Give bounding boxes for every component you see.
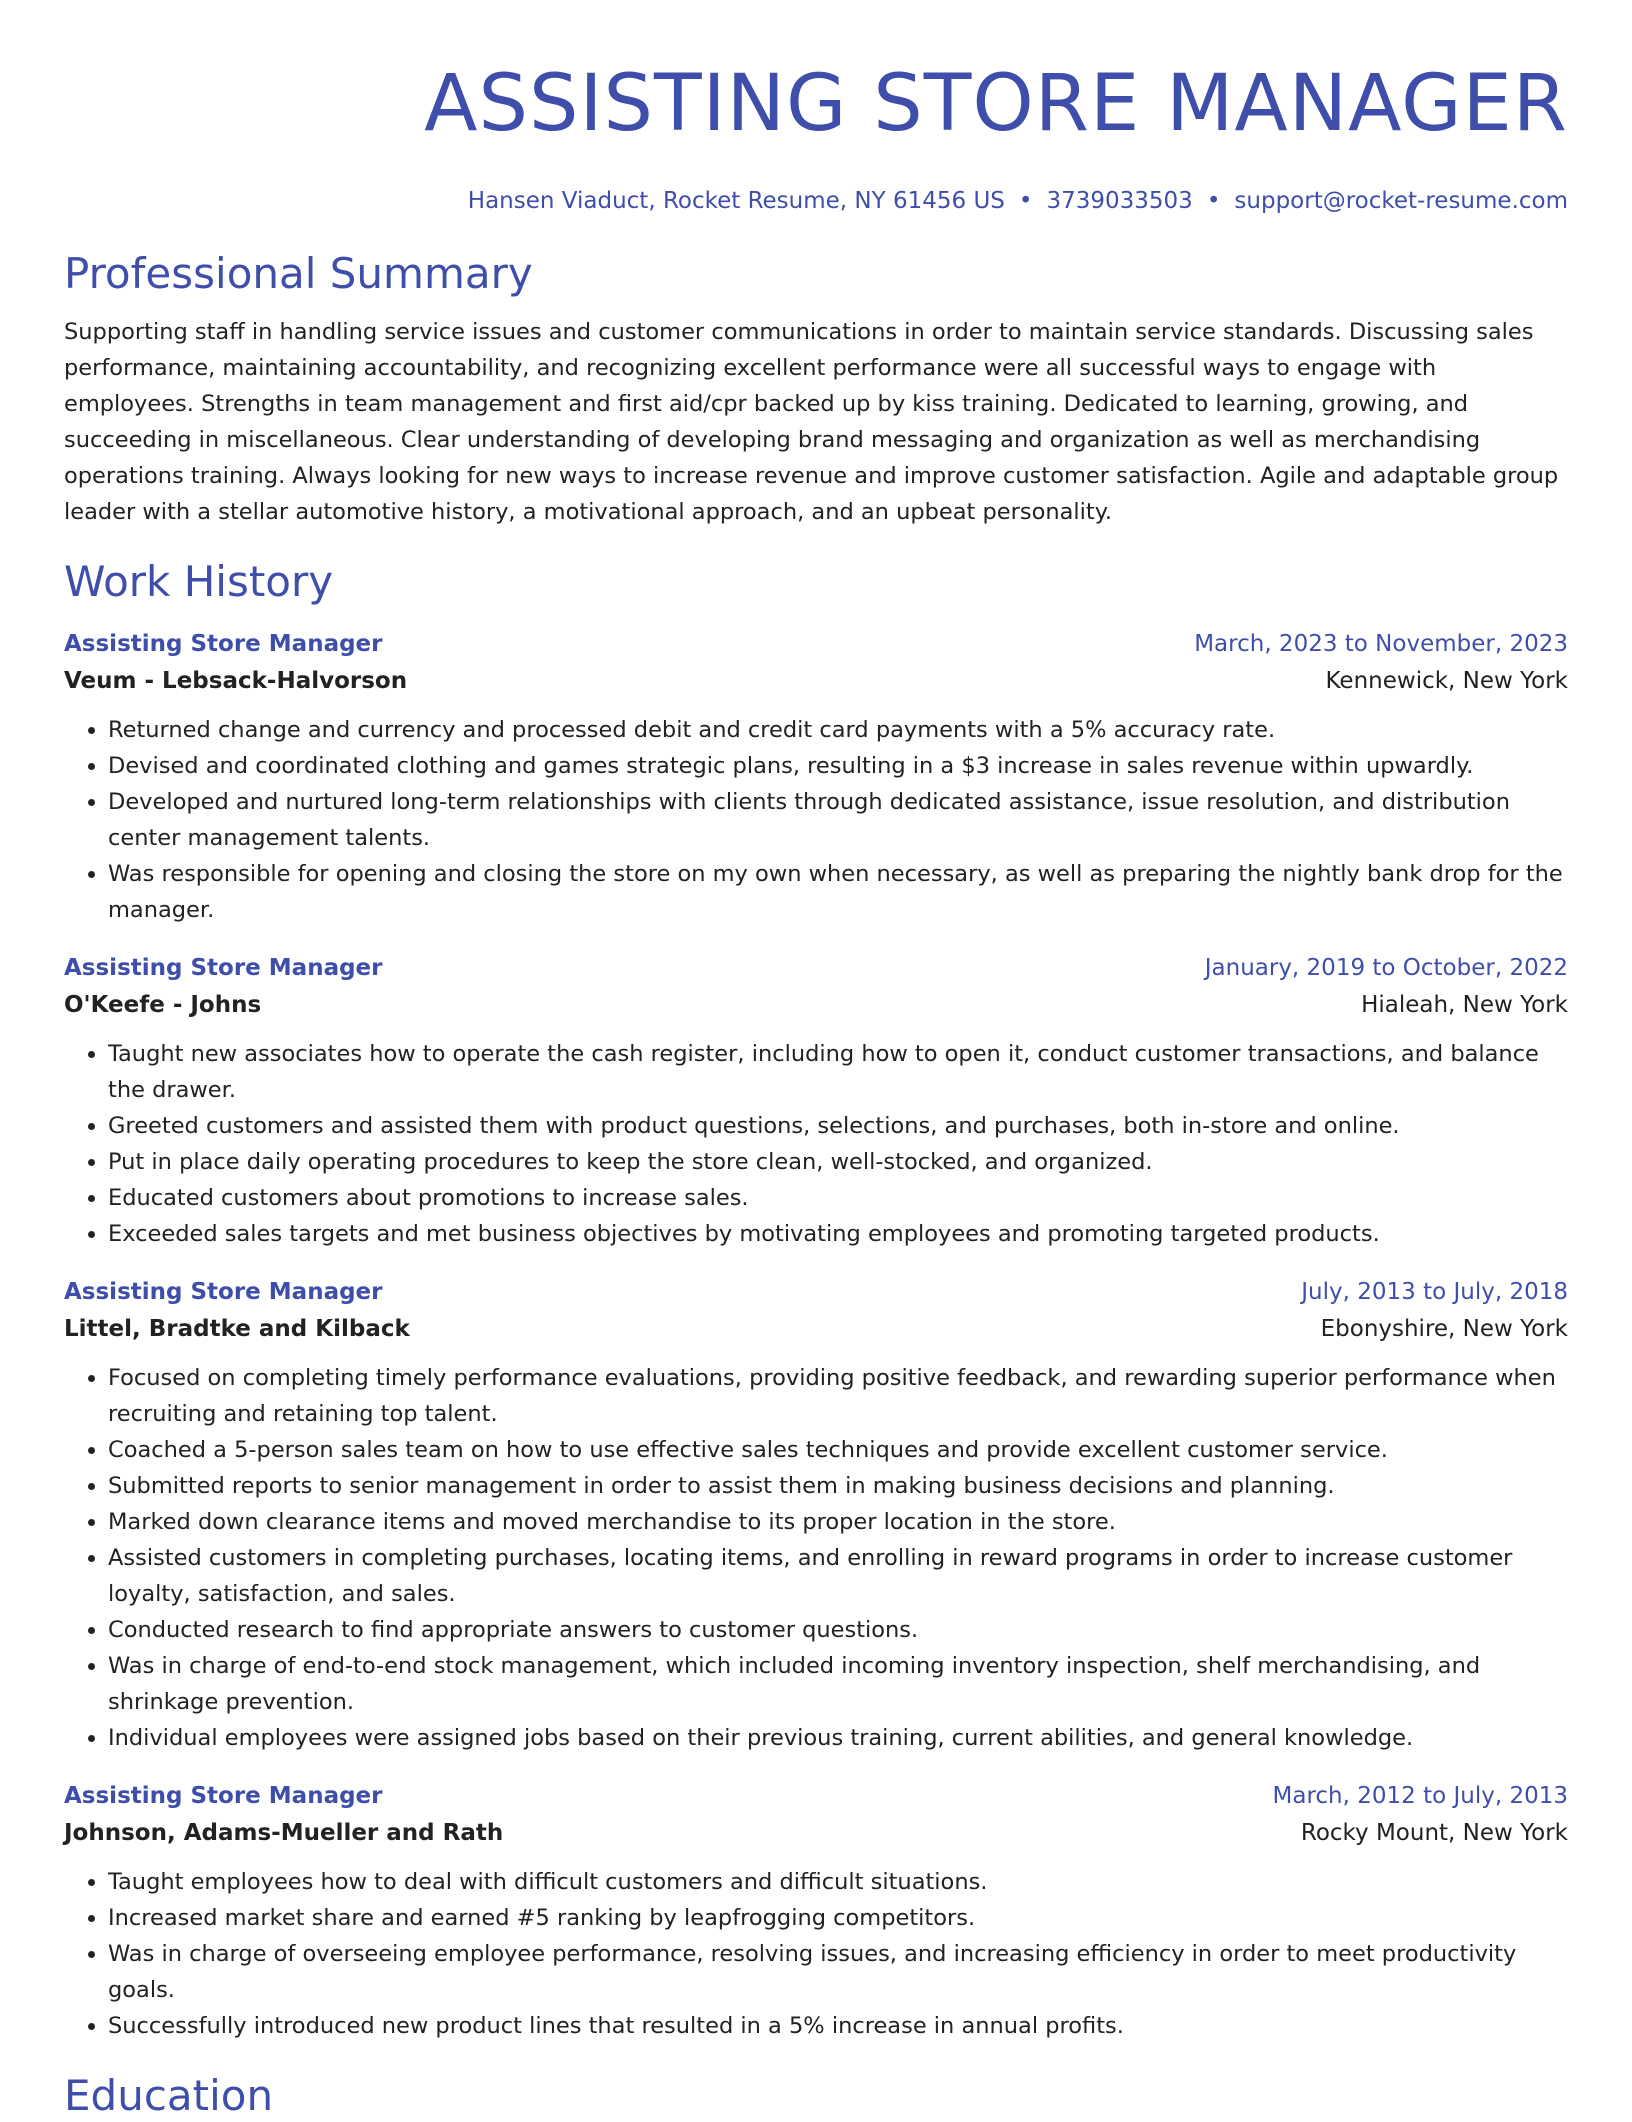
work-history-section xyxy=(64,556,1568,2044)
bullet-item: • Conducted research to find appropriate answers to customer questions. xyxy=(108,1612,1568,1648)
job-dates: March, 2023 to November, 2023 xyxy=(1194,631,1568,657)
job-header xyxy=(64,626,1568,662)
job-location: Hialeah, New York xyxy=(1361,992,1568,1018)
job-company: Veum - Lebsack-Halvorson xyxy=(64,668,408,694)
job-company: Littel, Bradtke and Kilback xyxy=(64,1316,410,1342)
job-company: Johnson, Adams-Mueller and Rath xyxy=(64,1820,504,1846)
bullet-item: • Submitted reports to senior management in order to assist them in making business decisions and planning. xyxy=(108,1468,1568,1504)
bullet-item: • Returned change and currency and processed debit and credit card payments with a 5% accuracy rate. xyxy=(108,712,1568,748)
bullet-item: • Assisted customers in completing purchases, locating items, and enrolling in reward programs in order to increase customer loyalty, satisfaction, and sales. xyxy=(108,1540,1568,1612)
job-subheader xyxy=(64,1310,1568,1348)
job-role: Assisting Store Manager xyxy=(64,1279,383,1305)
job-role: Assisting Store Manager xyxy=(64,631,383,657)
job-subheader xyxy=(64,1814,1568,1852)
bullet-item: • Coached a 5-person sales team on how to use effective sales techniques and provide excellent customer service. xyxy=(108,1432,1568,1468)
bullet-item: • Was in charge of end-to-end stock management, which included incoming inventory inspection, shelf merchandising, and shrinkage prevention. xyxy=(108,1648,1568,1720)
job-bullets xyxy=(64,1360,1568,1756)
bullet-item: • Put in place daily operating procedures to keep the store clean, well-stocked, and organized. xyxy=(108,1144,1568,1180)
education-heading: Education xyxy=(64,2071,274,2120)
job-location: Kennewick, New York xyxy=(1325,668,1568,694)
contact-address: Hansen Viaduct, Rocket Resume, NY 61456 US xyxy=(467,188,1005,214)
bullet-item: • Successfully introduced new product lines that resulted in a 5% increase in annual profits. xyxy=(108,2008,1568,2044)
job-dates: January, 2019 to October, 2022 xyxy=(1204,955,1568,981)
job-header xyxy=(64,1274,1568,1310)
contact-phone: 3739033503 xyxy=(1046,188,1193,214)
summary-text: Supporting staff in handling service issues and customer communications in order to maintain service standards. Discussing sales performance, maintaining accountability, and recognizing excellent performance were all successful ways to engage with employees. Strengths in team management and first aid/cpr backed up by kiss training. Dedicated to learning, growing, and succeeding in miscellaneous. Clear understanding of developing brand messaging and organization as well as merchandising operations training. Always looking for new ways to increase revenue and improve customer satisfaction. Agile and adaptable group leader with a stellar automotive history, a motivational approach, and an upbeat personality. xyxy=(64,319,1559,525)
bullet-item: • Taught new associates how to operate the cash register, including how to open it, conduct customer transactions, and balance the drawer. xyxy=(108,1036,1568,1108)
bullet-item: • Greeted customers and assisted them with product questions, selections, and purchases, both in-store and online. xyxy=(108,1108,1568,1144)
job-subheader xyxy=(64,986,1568,1024)
professional-summary-section xyxy=(64,248,1568,530)
job-entry xyxy=(64,626,1568,928)
job-location: Rocky Mount, New York xyxy=(1300,1820,1568,1846)
bullet-item: • Developed and nurtured long-term relationships with clients through dedicated assistance, issue resolution, and distribution center management talents. xyxy=(108,784,1568,856)
bullet-item: • Devised and coordinated clothing and games strategic plans, resulting in a $3 increase in sales revenue within upwardly. xyxy=(108,748,1568,784)
bullet-item: • Increased market share and earned #5 ranking by leapfrogging competitors. xyxy=(108,1900,1568,1936)
job-role: Assisting Store Manager xyxy=(64,1783,383,1809)
bullet-item: • Was in charge of overseeing employee performance, resolving issues, and increasing efficiency in order to meet productivity goals. xyxy=(108,1936,1568,2008)
bullet-item: • Taught employees how to deal with difficult customers and difficult situations. xyxy=(108,1864,1568,1900)
job-subheader xyxy=(64,662,1568,700)
job-bullets xyxy=(64,1036,1568,1252)
contact-line xyxy=(64,184,1568,218)
job-company: O'Keefe - Johns xyxy=(64,992,262,1018)
job-bullets xyxy=(64,712,1568,928)
bullet-item: • Exceeded sales targets and met business objectives by motivating employees and promoting targeted products. xyxy=(108,1216,1568,1252)
job-dates: July, 2013 to July, 2018 xyxy=(1301,1279,1568,1305)
bullet-item: • Was responsible for opening and closing the store on my own when necessary, as well as preparing the nightly bank drop for the manager. xyxy=(108,856,1568,928)
job-entry xyxy=(64,1778,1568,2044)
education-section xyxy=(64,2070,1568,2122)
job-location: Ebonyshire, New York xyxy=(1320,1316,1568,1342)
job-entry xyxy=(64,950,1568,1252)
contact-separator: • xyxy=(1018,188,1033,214)
bullet-item: • Focused on completing timely performance evaluations, providing positive feedback, and rewarding superior performance when recruiting and retaining top talent. xyxy=(108,1360,1568,1432)
job-entry xyxy=(64,1274,1568,1756)
work-history-heading: Work History xyxy=(64,557,334,606)
job-dates: March, 2012 to July, 2013 xyxy=(1272,1783,1568,1809)
resume-title: ASSISTING STORE MANAGER xyxy=(424,59,1568,149)
job-bullets xyxy=(64,1864,1568,2044)
contact-separator: • xyxy=(1206,188,1221,214)
bullet-item: • Individual employees were assigned jobs based on their previous training, current abilities, and general knowledge. xyxy=(108,1720,1568,1756)
job-header xyxy=(64,950,1568,986)
job-header xyxy=(64,1778,1568,1814)
bullet-item: • Educated customers about promotions to increase sales. xyxy=(108,1180,1568,1216)
bullet-item: • Marked down clearance items and moved merchandise to its proper location in the store. xyxy=(108,1504,1568,1540)
job-role: Assisting Store Manager xyxy=(64,955,383,981)
contact-email[interactable]: support@rocket-resume.com xyxy=(1234,188,1568,214)
summary-heading: Professional Summary xyxy=(64,249,533,298)
